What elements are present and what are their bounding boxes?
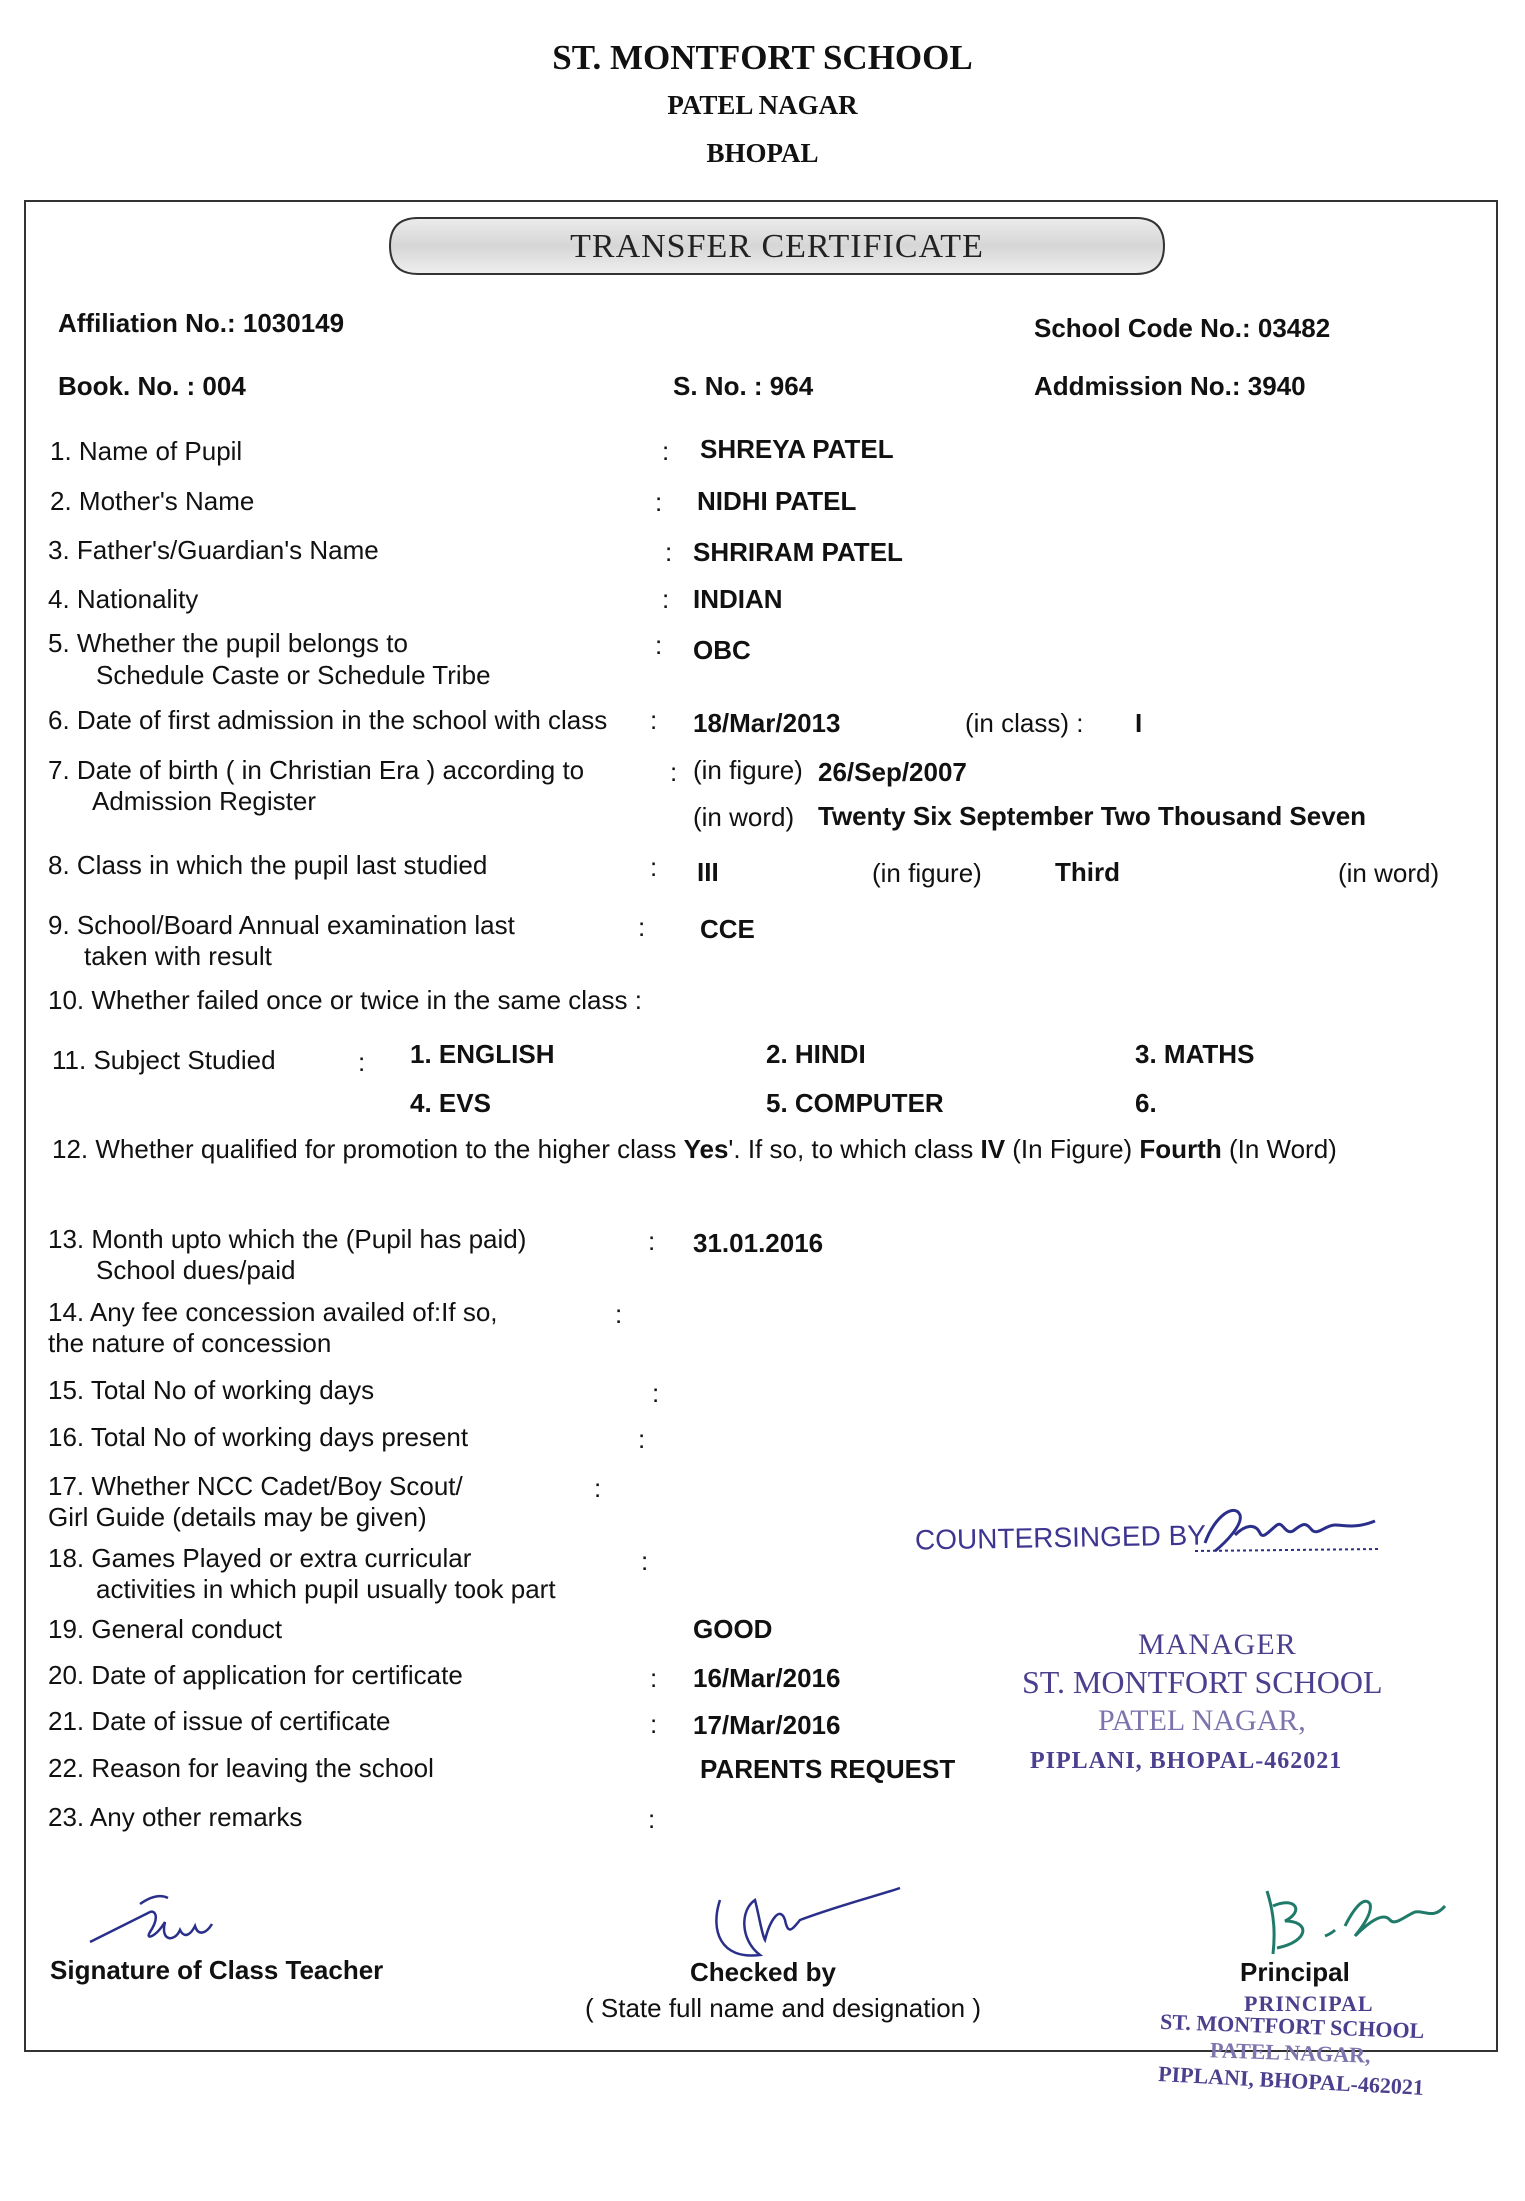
application-date-label: 20. Date of application for certificate xyxy=(48,1660,463,1690)
nationality-label: 4. Nationality xyxy=(48,584,199,614)
father-name-value: SHRIRAM PATEL xyxy=(693,537,903,567)
colon: : xyxy=(615,1299,623,1329)
promotion-prefix: 12. Whether qualified for promotion to the higher class xyxy=(52,1134,684,1164)
affiliation-number: Affiliation No.: 1030149 xyxy=(58,308,345,338)
principal-stamp-line3: PATEL NAGAR, xyxy=(1209,2037,1371,2068)
manager-stamp-line3: PATEL NAGAR, xyxy=(1098,1704,1306,1737)
checked-by-label: Checked by xyxy=(690,1957,836,1987)
colon: : xyxy=(655,487,663,517)
promotion-class: IV xyxy=(980,1134,1006,1164)
colon: : xyxy=(652,1378,660,1408)
serial-number: S. No. : 964 xyxy=(673,371,814,401)
certificate-title: TRANSFER CERTIFICATE xyxy=(570,228,984,265)
countersigned-stamp: COUNTERSINGED BY xyxy=(914,1519,1207,1556)
school-name: ST. MONTFORT SCHOOL xyxy=(552,38,973,77)
subject-item: 4. EVS xyxy=(410,1088,491,1118)
ncc-label-line2: Girl Guide (details may be given) xyxy=(48,1502,427,1532)
colon: : xyxy=(650,705,658,735)
concession-label-line1: 14. Any fee concession availed of:If so, xyxy=(48,1297,498,1327)
dues-label-line2: School dues/paid xyxy=(96,1255,296,1285)
last-class-figure-label: (in figure) xyxy=(872,858,982,888)
colon: : xyxy=(648,1226,656,1256)
promotion-yes: Yes xyxy=(683,1134,729,1164)
colon: : xyxy=(670,757,678,787)
category-label-line2: Schedule Caste or Schedule Tribe xyxy=(96,660,491,690)
manager-stamp-line1: MANAGER xyxy=(1138,1628,1297,1661)
admission-class-label: (in class) : xyxy=(965,708,1084,738)
first-admission-label: 6. Date of first admission in the school with class xyxy=(48,705,608,735)
colon: : xyxy=(662,436,670,466)
category-value: OBC xyxy=(693,635,751,665)
manager-stamp-line2: ST. MONTFORT SCHOOL xyxy=(1022,1664,1383,1700)
principal-label: Principal xyxy=(1240,1957,1350,1987)
dob-word-value: Twenty Six September Two Thousand Seven xyxy=(818,801,1367,831)
promotion-in-figure: (In Figure) xyxy=(1005,1134,1140,1164)
colon: : xyxy=(641,1546,649,1576)
concession-label-line2: the nature of concession xyxy=(48,1328,332,1358)
promotion-in-word: (In Word) xyxy=(1221,1134,1337,1164)
dues-value: 31.01.2016 xyxy=(693,1228,824,1258)
colon: : xyxy=(650,1663,658,1693)
father-name-label: 3. Father's/Guardian's Name xyxy=(48,535,379,565)
promotion-mid: '. If so, to which class xyxy=(728,1134,981,1164)
conduct-value: GOOD xyxy=(693,1614,773,1644)
subject-item: 1. ENGLISH xyxy=(410,1039,555,1069)
exam-label-line1: 9. School/Board Annual examination last xyxy=(48,910,515,940)
colon: : xyxy=(638,1424,646,1454)
manager-stamp-line4: PIPLANI, BHOPAL-462021 xyxy=(1030,1748,1343,1774)
mother-name-value: NIDHI PATEL xyxy=(697,486,857,516)
checked-by-note: ( State full name and designation ) xyxy=(585,1993,982,2023)
issue-date-value: 17/Mar/2016 xyxy=(693,1710,841,1740)
colon: : xyxy=(650,852,658,882)
leaving-reason-label: 22. Reason for leaving the school xyxy=(48,1753,434,1783)
games-label-line2: activities in which pupil usually took part xyxy=(96,1574,556,1604)
subjects-label: 11. Subject Studied xyxy=(52,1045,276,1075)
games-label-line1: 18. Games Played or extra curricular xyxy=(48,1543,472,1573)
exam-label-line2: taken with result xyxy=(84,941,272,971)
application-date-value: 16/Mar/2016 xyxy=(693,1663,841,1693)
admission-number: Addmission No.: 3940 xyxy=(1034,371,1306,401)
school-locality: PATEL NAGAR xyxy=(667,90,858,120)
dob-label-line1: 7. Date of birth ( in Christian Era ) according to xyxy=(48,755,585,785)
days-present-label: 16. Total No of working days present xyxy=(48,1422,469,1452)
category-label-line1: 5. Whether the pupil belongs to xyxy=(48,628,408,658)
book-number: Book. No. : 004 xyxy=(58,371,246,401)
manager-signature-icon xyxy=(1185,1495,1385,1565)
principal-signature-icon xyxy=(1255,1876,1455,1966)
nationality-value: INDIAN xyxy=(693,584,783,614)
leaving-reason-value: PARENTS REQUEST xyxy=(700,1754,956,1784)
ncc-label-line1: 17. Whether NCC Cadet/Boy Scout/ xyxy=(48,1471,463,1501)
conduct-label: 19. General conduct xyxy=(48,1614,283,1644)
mother-name-label: 2. Mother's Name xyxy=(50,486,255,516)
colon: : xyxy=(594,1473,602,1503)
dues-label-line1: 13. Month upto which the (Pupil has paid) xyxy=(48,1224,527,1254)
dob-word-label: (in word) xyxy=(693,802,795,832)
admission-class-value: I xyxy=(1135,708,1143,738)
principal-stamp-line2: ST. MONTFORT SCHOOL xyxy=(1159,2008,1425,2044)
school-city: BHOPAL xyxy=(706,138,819,168)
first-admission-date: 18/Mar/2013 xyxy=(693,708,841,738)
other-remarks-label: 23. Any other remarks xyxy=(48,1802,303,1832)
last-class-word-label: (in word) xyxy=(1338,858,1440,888)
colon: : xyxy=(358,1047,366,1077)
subject-item: 2. HINDI xyxy=(766,1039,866,1069)
class-teacher-signature-icon xyxy=(80,1892,280,1962)
dob-figure-value: 26/Sep/2007 xyxy=(818,757,967,787)
colon: : xyxy=(650,1709,658,1739)
class-teacher-signature-label: Signature of Class Teacher xyxy=(50,1955,384,1985)
subject-item: 3. MATHS xyxy=(1135,1039,1255,1069)
working-days-label: 15. Total No of working days xyxy=(48,1375,375,1405)
colon: : xyxy=(665,537,673,567)
subject-item: 6. xyxy=(1135,1088,1157,1118)
issue-date-label: 21. Date of issue of certificate xyxy=(48,1706,391,1736)
last-class-figure: III xyxy=(697,857,719,887)
dob-figure-label: (in figure) xyxy=(693,755,803,785)
pupil-name-label: 1. Name of Pupil xyxy=(50,436,243,466)
colon: : xyxy=(648,1804,656,1834)
promotion-word: Fourth xyxy=(1139,1134,1222,1164)
colon: : xyxy=(638,912,646,942)
last-class-word: Third xyxy=(1055,857,1120,887)
last-class-label: 8. Class in which the pupil last studied xyxy=(48,850,488,880)
subject-item: 5. COMPUTER xyxy=(766,1088,944,1118)
colon: : xyxy=(655,630,663,660)
exam-value: CCE xyxy=(700,914,755,944)
colon: : xyxy=(662,584,670,614)
principal-stamp-line4: PIPLANI, BHOPAL-462021 xyxy=(1157,2061,1425,2100)
failed-label: 10. Whether failed once or twice in the same class : xyxy=(48,985,642,1015)
dob-label-line2: Admission Register xyxy=(92,786,316,816)
pupil-name-value: SHREYA PATEL xyxy=(700,434,894,464)
school-code-number: School Code No.: 03482 xyxy=(1034,313,1331,343)
promotion-line xyxy=(52,1134,1337,1165)
principal-stamp-line1: PRINCIPAL xyxy=(1244,1991,1374,2016)
